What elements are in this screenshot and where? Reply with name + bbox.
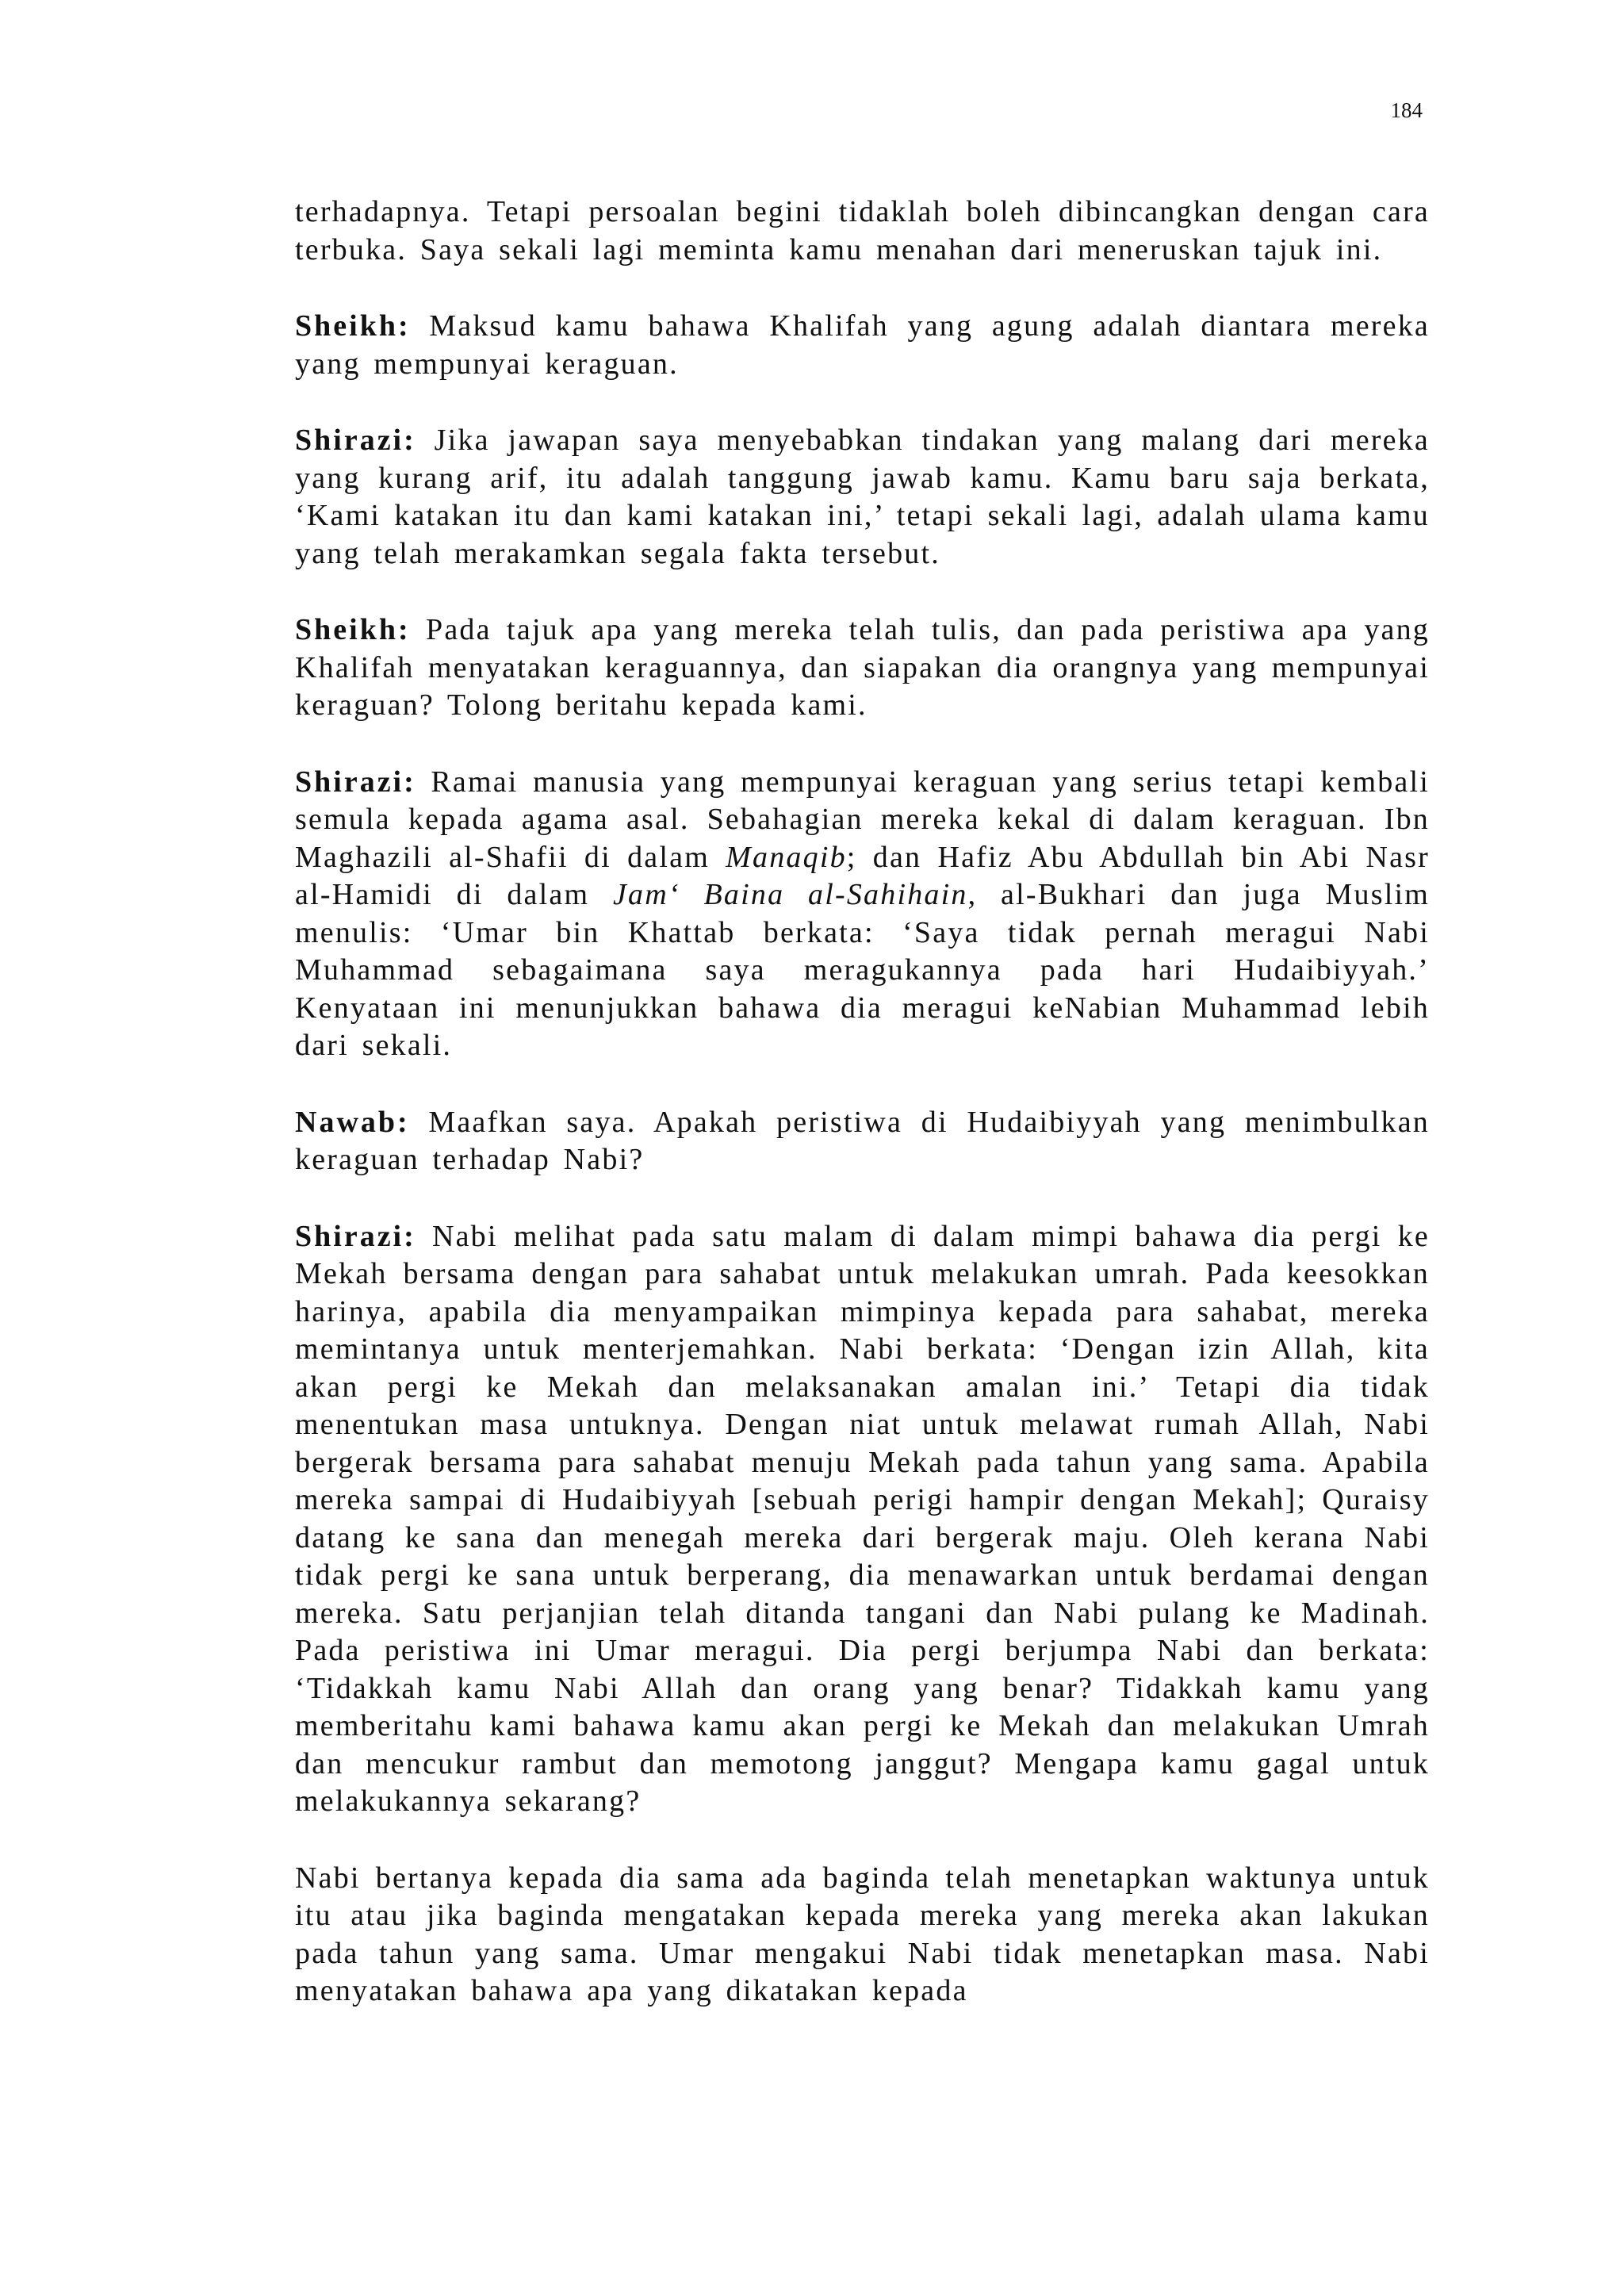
speaker-label: Nawab:: [295, 1105, 410, 1139]
paragraph-text: Maafkan saya. Apakah peristiwa di Hudaibiyyah yang menimbulkan keraguan terhadap Nabi?: [295, 1105, 1430, 1176]
paragraph-6: [295, 1104, 1430, 1179]
paragraph-5: [295, 764, 1430, 1065]
paragraph-2: [295, 308, 1430, 383]
book-title-italic: Manaqib: [726, 840, 847, 874]
paragraph-text: Ramai manusia yang mempunyai keraguan yang serius tetapi kembali semula kepada agama asal. Sebahagian mereka kekal di dalam keraguan. Ibn Maghazili al-Shafii di dalam: [295, 765, 1430, 874]
paragraph-4: [295, 611, 1430, 725]
paragraph-8: [295, 1860, 1430, 2010]
paragraph-text: terhadapnya. Tetapi persoalan begini tidaklah boleh dibincangkan dengan cara terbuka. Saya sekali lagi meminta kamu menahan dari meneruskan tajuk ini.: [295, 195, 1430, 266]
paragraph-3: [295, 422, 1430, 573]
body-text: [295, 194, 1430, 2010]
book-title-italic: Jam‘ Baina al-Sahihain: [612, 878, 968, 911]
paragraph-text: ; dan Hafiz Abu Abdullah bin Abi Nasr al-Hamidi di dalam: [295, 840, 1430, 911]
speaker-label: Shirazi:: [295, 765, 416, 799]
paragraph-text: Jika jawapan saya menyebabkan tindakan yang malang dari mereka yang kurang arif, itu adalah tanggung jawab kamu. Kamu baru saja berkata, ‘Kami katakan itu dan kami katakan ini,’ tetapi sekali lagi, adalah ulama kamu yang telah merakamkan segala fakta tersebut.: [295, 424, 1430, 570]
speaker-label: Sheikh:: [295, 309, 411, 343]
speaker-label: Shirazi:: [295, 424, 416, 457]
paragraph-text: Nabi bertanya kepada dia sama ada baginda telah menetapkan waktunya untuk itu atau jika baginda mengatakan kepada mereka yang mereka akan lakukan pada tahun yang sama. Umar mengakui Nabi tidak menetapkan masa. Nabi menyatakan bahawa apa yang dikatakan kepada: [295, 1861, 1430, 2007]
paragraph-text: Maksud kamu bahawa Khalifah yang agung adalah diantara mereka yang mempunyai keraguan.: [295, 309, 1430, 381]
paragraph-text: Nabi melihat pada satu malam di dalam mimpi bahawa dia pergi ke Mekah bersama dengan para sahabat untuk melakukan umrah. Pada keesokkan harinya, apabila dia menyampaikan mimpinya kepada para sahabat, mereka memintanya untuk menterjemahkan. Nabi berkata: ‘Dengan izin Allah, kita akan pergi ke Mekah dan melaksanakan amalan ini.’ Tetapi dia tidak menentukan masa untuknya. Dengan niat untuk melawat rumah Allah, Nabi bergerak bersama para sahabat menuju Mekah pada tahun yang sama. Apabila mereka sampai di Hudaibiyyah [sebuah perigi hampir dengan Mekah]; Quraisy datang ke sana dan menegah mereka dari bergerak maju. Oleh kerana Nabi tidak pergi ke sana untuk berperang, dia menawarkan untuk berdamai dengan mereka. Satu perjanjian telah ditanda tangani dan Nabi pulang ke Madinah. Pada peristiwa ini Umar meragui. Dia pergi berjumpa Nabi dan berkata: ‘Tidakkah kamu Nabi Allah dan orang yang benar? Tidakkah kamu yang memberitahu kami bahawa kamu akan pergi ke Mekah dan melakukan Umrah dan mencukur rambut dan memotong janggut? Mengapa kamu gagal untuk melakukannya sekarang?: [295, 1219, 1430, 1818]
page-number: 184: [1390, 98, 1423, 122]
speaker-label: Shirazi:: [295, 1219, 416, 1253]
paragraph-text: Pada tajuk apa yang mereka telah tulis, dan pada peristiwa apa yang Khalifah menyatakan keraguannya, dan siapakan dia orangnya yang mempunyai keraguan? Tolong beritahu kepada kami.: [295, 613, 1430, 722]
paragraph-7: [295, 1218, 1430, 1821]
paragraph-1: [295, 194, 1430, 269]
paragraph-text: , al-Bukhari dan juga Muslim menulis: ‘Umar bin Khattab berkata: ‘Saya tidak pernah meragui Nabi Muhammad sebagaimana saya meragukannya pada hari Hudaibiyyah.’ Kenyataan ini menunjukkan bahawa dia meragui keNabian Muhammad lebih dari sekali.: [295, 878, 1430, 1062]
speaker-label: Sheikh:: [295, 613, 411, 646]
